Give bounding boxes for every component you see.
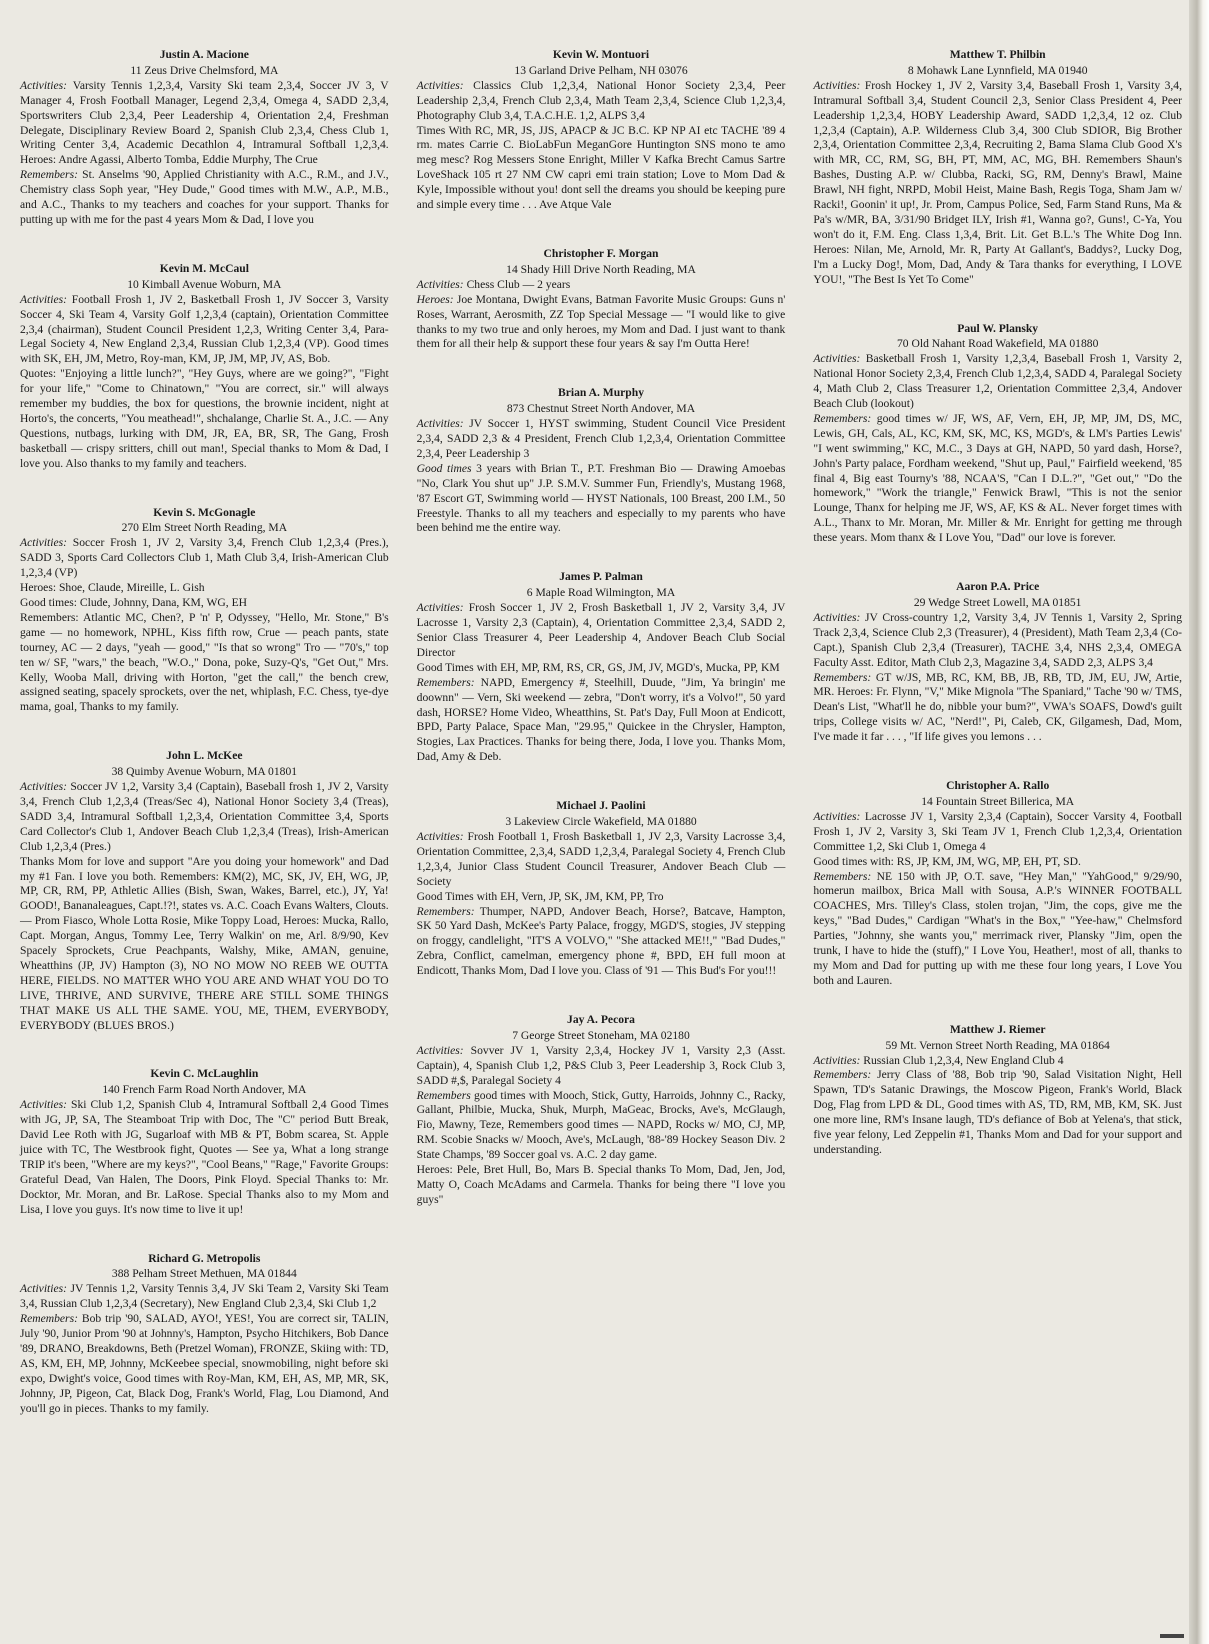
section-label: Activities:	[416, 277, 464, 291]
entry-paragraph	[20, 581, 389, 596]
senior-entry	[20, 48, 389, 228]
section-label: Activities:	[20, 780, 67, 794]
student-name: John L. McKee	[166, 749, 243, 763]
section-label: Activities:	[813, 610, 861, 624]
section-text: NAPD, Emergency #, Steelhill, Duude, "Jim, Ya bringin' me doownn" — Vern, Ski weekend — zebra, "Don't worry, it's a Volvo!", 50 yard dash, HORSE? Home Video, Wheatthins, St. Pat's Day, Full Moon at Endicott, BPD, Party Palace, Space Man, "29.95," Quickee in the Chrysler, Hampton, Stogies, Lax Practices. Thanks for being there, Joda, I love you. Thanks Mom, Dad, Amy & Deb.	[416, 675, 786, 764]
senior-entry	[417, 1013, 786, 1208]
entry-paragraph	[813, 1068, 1182, 1157]
section-text: NE 150 with JP, O.T. save, "Hey Man," "YahGood," 9/29/90, homerun mailbox, Brica Mall with Sousa, A.P.'s WINNER FOOTBALL COACHES, Mrs. Tilley's Class, stolen trojan, "Jim, the cops, give me the keys," "Bad Dudes," Cardigan "What's in the Box," "Yee-haw," Chelmsford Parties, "Johnny, she wants you," merrimack river, Plansky "Jim, open the trunk, I have to hide the (stuff)," I Love You, Heather!, most of all, thanks to my Mom and Dad for putting up with me these four long years, I Love You both and Lauren.	[813, 869, 1183, 987]
section-text: Good times with: RS, JP, KM, JM, WG, MP, EH, PT, SD.	[813, 854, 1081, 868]
section-label: Activities:	[416, 1043, 464, 1057]
section-text: Varsity Tennis 1,2,3,4, Varsity Ski team 2,3,4, Soccer JV 3, V Manager 4, Frosh Football Manager, Legend 2,3,4, Omega 4, SADD 2,3,4, Sportswriters Club 2,3,4, Peer Leadership 4, Orientation 2,4, Freshman Delegate, Disciplinary Review Board 2, Spanish Club 2,3,4, Chess Club 1, Writing Center 3,4, Academic Decathlon 4, Intramural Softball 1,2,3,4. Heroes: Andre Agassi, Alberto Tomba, Eddie Murphy, The Crue	[20, 78, 389, 167]
section-text: Soccer JV 1,2, Varsity 3,4 (Captain), Baseball frosh 1, JV 2, Varsity 3,4, French Club 1,2,3,4 (Treas/Sec 4), National Honor Society 3,4 (Treas), SADD 3,4, Intramural Softball 1,2,3,4, Orientation Committee 3,4, Sports Card Collector's Club 1, Andover Beach Club 1,2,3,4 (Treas), Irish-American Club 1,2,3,4 (Pres.)	[20, 780, 389, 853]
entry-paragraph	[417, 601, 786, 661]
section-label: Remembers:	[813, 869, 872, 883]
section-label: Remembers:	[20, 168, 78, 182]
section-label: Activities:	[416, 78, 464, 92]
section-text: good times with Mooch, Stick, Gutty, Harroids, Johnny C., Racky, Gallant, Philbie, Mucka, Shuk, Murph, MaGeac, Brocks, Ave's, McGlaugh, Fio, Mawny, Teze, Remembers good times — NAPD, Rocks w/ MO, CJ, MP, RM. Scobie Snacks w/ Mooch, Ave's, McLaugh, '88-'89 Hockey Season Div. 2 State Champs, '89 Soccer goal vs. A.C. 2 day game.	[416, 1088, 786, 1162]
student-name: Kevin M. McCaul	[159, 261, 249, 275]
section-label: Remembers:	[416, 675, 475, 689]
student-name: Brian A. Murphy	[558, 386, 645, 400]
entry-paragraph	[20, 855, 389, 1034]
section-text: Thanks Mom for love and support "Are you doing your homework" and Dad my #1 Fan. I love you both. Remembers: KM(2), MC, SK, JV, EH, WG, JP, MP, CR, RM, PP, Athletic Allies (Bish, Swan, Wakes, Barrel, etc.), JY, Ya! GOOD!, Bananaleagues, Capt.!?!, states vs. A.C. Coach Evans Walters, Clouts. — Prom Fiasco, Whole Lotta Rosie, Mike Toppy Load, Heroes: Mucka, Rallo, Capt. Morgan, Angus, Tommy Lee, Terry Walkin' on me, Arl. 8/9/90, Kev Spacely Sprockets, Crue Peachpants, Walshy, Mike, AMAN, genuine, Wheatthins (JP, JV) Hampton (3), NO NO MOW NO REEB WE OUTTA HERE, FIELDS. NO MATTER WHO YOU ARE AND WHAT YOU DO TO LIVE, THRIVE, AND SURVIVE, THERE ARE STILL SOME THINGS THAT MAKE US ALL THE SAME. YOU, ME, THEM, EVERYBODY, EVERYBODY (BLUES BROS.)	[20, 854, 389, 1032]
entry-paragraph	[20, 1098, 389, 1217]
section-text: Good times: Clude, Johnny, Dana, KM, WG, EH	[20, 596, 248, 609]
student-name: Matthew T. Philbin	[949, 48, 1046, 61]
entry-paragraph	[417, 1163, 786, 1208]
section-text: JV Soccer 1, HYST swimming, Student Council Vice President 2,3,4, SADD 2,3 & 4 President, French Club 1,2,3,4, Orientation Committee 2,3,4, Peer Leadership 3	[416, 417, 786, 460]
entry-paragraph	[417, 676, 786, 765]
section-text: Remembers: Atlantic MC, Chen?, P 'n' P, Odyssey, "Hello, Mr. Stone," B's game — no homework, NPHL, Kiss fifth row, Crue — peach pants, state tourney, AC — 2 days, "yeah — good," "Is that so wrong" Tro — "70's," top ten w/ SF, "wars," the beach, "W.O.," Dona, poke, Suzy-Q's, "Get Out," Mrs. Kelly, Wooba Mall, driving with Horton, "get the call," the bench crew, assigned seating, spacely sprockets, over the net, whiplash, F.C. Chess, tye-dye mama, goal, Thanks to my family.	[20, 610, 389, 714]
section-text: Good Times with EH, MP, RM, RS, CR, GS, JM, JV, MGD's, Mucka, PP, KM	[416, 660, 780, 674]
entry-paragraph	[813, 1054, 1182, 1069]
senior-entry	[417, 386, 786, 536]
section-text: Ski Club 1,2, Spanish Club 4, Intramural Softball 2,4 Good Times with JG, JP, SA, The Steamboat Trip with Doc, The "C" period Butt Break, David Lee Roth with JG, Sugarloaf with MB & PT, Bobm scarea, St. Apple juice with TC, The Westbrook fight, Quotes — See ya, What a long strange TRIP it's been, "Where are my keys?", "Cool Beans," "Rage," Favorite Groups: Grateful Dead, Van Halen, The Doors, Pink Floyd. Special Thanks to: Mr. Docktor, Mr. Moran, and Br. LaRose. Special Thanks also to my Mom and Lisa, I love you guys. It's now time to live it up!	[20, 1098, 389, 1216]
section-text: Sovver JV 1, Varsity 2,3,4, Hockey JV 1, Varsity 2,3 (Asst. Captain), 4, Spanish Club 1,2, P&S Club 3, Peer Leadership 3, Rock Club 3, SADD #,$, Paralegal Society 4	[416, 1043, 786, 1087]
section-text: Good Times with EH, Vern, JP, SK, JM, KM, PP, Tro	[416, 889, 664, 903]
page-corner-mark	[1160, 1634, 1184, 1638]
student-address: 14 Shady Hill Drive North Reading, MA	[506, 262, 696, 276]
section-label: Activities:	[813, 809, 861, 823]
column-right	[813, 48, 1182, 1628]
entry-paragraph	[417, 79, 786, 124]
entry-paragraph	[417, 830, 786, 890]
student-name: Richard G. Metropolis	[148, 1251, 261, 1265]
section-text: St. Anselms '90, Applied Christianity with A.C., R.M., and J.V., Chemistry class Soph year, "Hey Dude," Good times with M.W., A.P., M.B., and A.C., Thanks to my teachers and coaches for your support. Thanks for putting up with me for the past 4 years Mom & Dad, I love you	[20, 168, 389, 226]
section-text: Times With RC, MR, JS, JJS, APACP & JC B.C. KP NP AI etc TACHE '89 4 rm. mates Carrie C. BioLabFun MeganGore Huntington SNS mono te amo meg mesc? Rog Messers Stone Enright, Miller V Kafka Brecht Camus Sartre LoveShack 105 rt 27 NM CW capri emi train station; Love to Mom Dad & Kyle, Impossible without you! dont sell the dreams you should be keeping pure and simple every time . . . Ave Atque Vale	[416, 123, 786, 212]
section-label: Remembers:	[813, 670, 872, 684]
page-binding-edge	[1189, 0, 1209, 1644]
student-address: 70 Old Nahant Road Wakefield, MA 01880	[896, 337, 1099, 351]
student-name: Kevin W. Montuori	[552, 48, 650, 61]
yearbook-page	[20, 48, 1182, 1628]
student-address: 873 Chestnut Street North Andover, MA	[506, 402, 696, 416]
entry-paragraph	[20, 168, 389, 228]
section-label: Activities:	[416, 601, 464, 615]
student-address: 38 Quimby Avenue Woburn, MA 01801	[111, 765, 298, 779]
entry-paragraph	[20, 1312, 389, 1416]
section-text: Soccer Frosh 1, JV 2, Varsity 3,4, French Club 1,2,3,4 (Pres.), SADD 3, Sports Card Collectors Club 1, Math Club 3,4, Irish-American Club 1,2,3,4 (VP)	[20, 536, 389, 580]
student-address: 3 Lakeview Circle Wakefield, MA 01880	[505, 815, 697, 829]
section-label: Activities:	[813, 1053, 861, 1067]
senior-entry	[20, 506, 389, 716]
student-address: 140 French Farm Road North Andover, MA	[102, 1083, 307, 1097]
section-label: Remembers:	[813, 1068, 872, 1082]
entry-paragraph	[20, 79, 389, 168]
section-label: Activities:	[813, 78, 861, 92]
section-label: Activities:	[20, 1282, 67, 1296]
section-text: Classics Club 1,2,3,4, National Honor Society 2,3,4, Peer Leadership 2,3,4, French Club 2,3,4, Math Team 2,3,4, Science Club 1,2,3,4, Photography Club 3,4, T.A.C.H.E. 1,2, ALPS 3,4	[416, 78, 786, 122]
entry-paragraph	[20, 536, 389, 581]
senior-entry	[813, 580, 1182, 745]
section-label: Activities:	[20, 292, 67, 306]
entry-paragraph	[813, 352, 1182, 412]
section-text: Lacrosse JV 1, Varsity 2,3,4 (Captain), Soccer Varsity 4, Football Frosh 1, JV 2, Varsity 3, Ski Team JV 1, French Club 1,2,3,4, Orientation Committee 1,2, Ski Club 1, Omega 4	[813, 809, 1183, 853]
entry-paragraph	[813, 671, 1182, 746]
section-label: Activities:	[813, 352, 861, 366]
student-address: 10 Kimball Avenue Woburn, MA	[127, 277, 282, 291]
section-text: Heroes: Shoe, Claude, Mireille, L. Gish	[20, 581, 205, 595]
student-name: Kevin C. McLaughlin	[150, 1067, 259, 1081]
student-name: James P. Palman	[559, 570, 643, 584]
section-text: Thumper, NAPD, Andover Beach, Horse?, Batcave, Hampton, SK 50 Yard Dash, McKee's Party Palace, froggy, MGD'S, stogies, JV stepping on froggy, candlelight, "IT'S A VOLVO," "She attacked ME!!," "Bad Dudes," Zebra, Conflict, camelman, emergency phone #, BPD, EH full moon at Endicott, Thanks Mom, Dad I love you. Class of '91 — This Bud's For you!!!	[416, 904, 786, 978]
section-text: good times w/ JF, WS, AF, Vern, EH, JP, MP, JM, DS, MC, Lewis, GH, Cals, AL, KC, KM, SK, MC, KS, MGD's, & LM's Parties Lewis' "I went swimming," KC, M.C., 3 Days at GH, NAPD, 50 yard dash, Horse?, John's Party palace, Fordham weekend, "Shut up, Paul," Fairfield weekend, '85 final 4, Big east Tourny's '88, NCAA'S, "Can I D.L.?", "Get out," "Do the homework," "Work the triangle," Fenwick Brawl, "This is not the senior Lounge, Thanx for helping me JF, WS, AF, KS & AL. Never forget times with A.L., Thanx to Mr. Moran, Mr. Miller & Mr. Enright for getting me through these years. Mom thanx & I Love You, "Dad" our love is forever.	[813, 411, 1183, 545]
section-text: JV Cross-country 1,2, Varsity 3,4, JV Tennis 1, Varsity 2, Spring Track 2,3,4, Science Club 2,3 (Treasurer), 4 (President), Math Team 2,3,4 (Co-Capt.), Spanish Club 2,3,4 (Treasurer), TACHE 3,4, NHS 2,3,4, OMEGA Faculty Asst. Editor, Math Club 2,3, Magazine 3,4, SADD 2,3, ALPS 3,4	[813, 610, 1183, 669]
section-text: Frosh Soccer 1, JV 2, Frosh Basketball 1, JV 2, Varsity 3,4, JV Lacrosse 1, Varsity 2,3 (Captain), 4, Orientation Committee 2,3,4, SADD 2, Senior Class Treasurer 4, Peer Leadership 4, Andover Beach Club Social Director	[416, 601, 786, 659]
senior-entry	[417, 799, 786, 979]
section-label: Heroes:	[416, 292, 454, 306]
entry-paragraph	[417, 1089, 786, 1164]
entry-paragraph	[417, 1044, 786, 1089]
student-address: 7 George Street Stoneham, MA 02180	[512, 1028, 690, 1042]
section-text: 3 years with Brian T., P.T. Freshman Bio — Drawing Amoebas "No, Clark You shut up" J.P. S.M.V. Summer Fun, Friendly's, Mustang 1968, '87 Escort GT, Swimming world — HYST Nationals, 100 Breast, 200 I.M., 50 Freestyle. Thanks to all my teachers and especially to my parents who have been behind me the entire way.	[416, 461, 786, 535]
senior-entry	[20, 749, 389, 1033]
section-text: Football Frosh 1, JV 2, Basketball Frosh 1, JV Soccer 3, Varsity Soccer 4, Ski Team 4, Varsity Golf 1,2,3,4 (captain), Orientation Committee 2,3,4 (chairman), Student Council President 1,2,3, Writing Center 3,4, Para-Legal Society 4, New England 2,3,4, Russian Club 1,2,3,4 (VP). Good times with SK, EH, JM, Metro, Roy-man, KM, JP, JM, MP, JV, AS, Bob.	[20, 292, 389, 366]
student-name: Justin A. Macione	[159, 48, 249, 61]
section-text: Jerry Class of '88, Bob trip '90, Salad Visitation Night, Hell Spawn, TD's Satanic Drawings, the Moscow Pigeon, Frank's World, Black Dog, Flag from LPD & DL, Good times with AS, TD, RM, MB, KM, SK. Just one more line, RM's Insane laugh, TD's defiance of Bob at Yelena's, that stick, five year felony, Led Zeppelin #1, Thanks Mom and Dad for your support and understanding.	[813, 1068, 1183, 1156]
senior-entry	[813, 1023, 1182, 1158]
entry-paragraph	[417, 124, 786, 213]
senior-entry	[813, 779, 1182, 989]
section-text: Frosh Hockey 1, JV 2, Varsity 3,4, Baseball Frosh 1, Varsity 3,4, Intramural Softball 3,4, Student Council 2,3, Senior Class President 4, Peer Leadership 1,2,3,4, HOBY Leadership Award, SADD 1,2,3,4, 12 oz. Club 1,2,3,4 (Captain), A.P. Wilderness Club 3,4, 300 Club SDIOR, Big Brother 2,3,4, Orientation Committee 2,3,4, Recruiting 2, Bama Slama Club Good X's with MR, CC, RM, SG, BH, PT, MM, AC, MG, BH. Remembers Shaun's Bashes, Dusting A.P. w/ Clubba, Racki, SG, RM, Denny's Brawl, Maine Brawl, NH fight, NRPD, Mobil Heist, Maine Bash, Regis Toga, Sham Jam w/ Racki!, Goonin' it up!, Jr. Prom, Campus Police, Sed, Farm Stand Runs, Ma & Pa's w/MR, BA, 3/31/90 Bridget ILY, Irish #1, Wanna go?, Guns!, C-Ya, You won't do it, F.M. Eng. Class 1,3,4, Brit. Lit. Get B.L.'s The White Dog Inn. Heroes: Nilan, Me, Arnold, Mr. R, Party At Gallant's, Baddys?, Lucky Dog, I'm a Lucky Dog!, Mom, Dad, Andy & Tara thanks for everything, I LOVE YOU!, "The Best Is Yet To Come"	[813, 78, 1183, 286]
entry-paragraph	[20, 1282, 389, 1312]
entry-paragraph	[813, 611, 1182, 671]
senior-entry	[813, 48, 1182, 288]
student-name: Paul W. Plansky	[957, 321, 1039, 335]
section-text: Quotes: "Enjoying a little lunch?", "Hey Guys, where are we going?", "Fight for your life," "Come to Chinatown," "You are correct, sir." will always remember my buddies, the box for questions, the brownie incident, night at Horto's, the concerts, "You meathead!", shchalange, Charlie St. A., J.C. — Any Questions, nutbags, lurking with DM, JR, EA, BR, SR, The Gang, Frosh basketball — crispy sritters, chill out man!, Special thanks to Mom & Dad, I love you. Also thanks to my family and teachers.	[20, 367, 389, 470]
entry-paragraph	[417, 890, 786, 905]
entry-paragraph	[20, 611, 389, 715]
section-label: Remembers:	[813, 411, 872, 425]
section-label: Activities:	[416, 417, 464, 431]
senior-entry	[417, 48, 786, 213]
section-text: Russian Club 1,2,3,4, New England Club 4	[860, 1053, 1064, 1067]
entry-paragraph	[20, 596, 389, 611]
section-label: Remembers:	[20, 1312, 78, 1326]
section-text: Joe Montana, Dwight Evans, Batman Favorite Music Groups: Guns n' Roses, Warrant, Aerosmith, ZZ Top Special Message — "I would like to give thanks to my two true and only heroes, my Mom and Dad. I just want to thank them for all their help & support these four years & say I'm Outta Here!	[416, 292, 786, 351]
student-name: Matthew J. Riemer	[949, 1022, 1046, 1036]
entry-paragraph	[20, 367, 389, 471]
section-label: Activities:	[416, 829, 464, 843]
entry-paragraph	[813, 855, 1182, 870]
section-text: Bob trip '90, SALAD, AYO!, YES!, You are correct sir, TALIN, July '90, Junior Prom '90 at Johnny's, Hampton, Psycho Hitchikers, Bob Dance '89, DRANO, Breakdowns, Beth (Pretzel Woman), FRONZE, Skiing with: TD, AS, KM, EH, MP, Johnny, McKeebee special, snowmobiling, night before ski expo, Dwight's voice, Good times with Roy-Man, KM, EH, AS, MP, MR, SK, Johnny, JP, Pigeon, Cat, Black Dog, Frank's World, Flag, Lou Diamond, And you'll go in pieces. Thanks to my family.	[20, 1312, 389, 1415]
senior-entry	[417, 247, 786, 352]
senior-entry	[813, 322, 1182, 547]
section-label: Good times	[416, 461, 472, 475]
section-text: Frosh Football 1, Frosh Basketball 1, JV 2,3, Varsity Lacrosse 3,4, Orientation Committee, 2,3,4, SADD 1,2,3,4, Paralegal Society 4, French Club 1,2,3,4, Junior Class Student Council Treasurer, Andover Beach Club — Society	[416, 829, 786, 888]
entry-paragraph	[417, 462, 786, 537]
student-address: 59 Mt. Vernon Street North Reading, MA 01864	[885, 1038, 1110, 1052]
entry-paragraph	[813, 810, 1182, 855]
column-middle	[417, 48, 786, 1628]
section-label: Activities:	[20, 536, 67, 550]
student-name: Kevin S. McGonagle	[153, 505, 256, 519]
student-address: 270 Elm Street North Reading, MA	[121, 521, 288, 535]
section-label: Remembers	[416, 1088, 471, 1102]
entry-paragraph	[417, 417, 786, 462]
entry-paragraph	[417, 905, 786, 980]
student-address: 29 Wedge Street Lowell, MA 01851	[913, 596, 1082, 609]
student-address: 11 Zeus Drive Chelmsford, MA	[130, 63, 279, 77]
student-address: 13 Garland Drive Pelham, NH 03076	[514, 63, 688, 77]
section-text: GT w/JS, MB, RC, KM, BB, JB, RB, TD, JM, EU, JW, Artie, MR. Heroes: Fr. Flynn, "V," Mike Mignola "The Spaniard," Tache '90 w/ TMS, Dean's List, "What'll he do, nibble your bum?", VWA's SOAFS, Dowd's guilt trips, College visits w/ AC, "Nerd!", Pi, Caleb, CK, Gilgamesh, Dad, Mom, I've made it far . . . , "If life gives you lemons . . .	[813, 670, 1183, 744]
section-text: Chess Club — 2 years	[463, 277, 571, 291]
student-name: Michael J. Paolini	[556, 799, 646, 813]
student-name: Christopher A. Rallo	[946, 779, 1050, 793]
section-text: JV Tennis 1,2, Varsity Tennis 3,4, JV Ski Team 2, Varsity Ski Team 3,4, Russian Club 1,2,3,4 (Secretary), New England Club 2,3,4, Ski Club 1,2	[20, 1282, 389, 1311]
senior-entry	[20, 262, 389, 472]
column-left	[20, 48, 389, 1628]
entry-paragraph	[813, 870, 1182, 989]
section-text: Heroes: Pele, Bret Hull, Bo, Mars B. Special thanks To Mom, Dad, Jen, Jod, Matty O, Coach McAdams and Carmela. Thanks for being there "I love you guys"	[416, 1163, 786, 1206]
section-text: Basketball Frosh 1, Varsity 1,2,3,4, Baseball Frosh 1, Varsity 2, National Honor Society 2,3,4, French Club 1,2,3,4, SADD 4, Paralegal Society 4, Math Club 2, Class Treasurer 1,2, Orientation Committee 2,3,4, Andover Beach Club (lookout)	[813, 352, 1183, 411]
section-label: Activities:	[20, 78, 67, 92]
entry-paragraph	[417, 293, 786, 353]
student-address: 388 Pelham Street Methuen, MA 01844	[111, 1267, 297, 1281]
entry-paragraph	[813, 79, 1182, 288]
entry-paragraph	[20, 293, 389, 368]
student-name: Jay A. Pecora	[567, 1013, 635, 1027]
student-address: 6 Maple Road Wilmington, MA	[526, 586, 676, 600]
student-name: Christopher F. Morgan	[543, 246, 659, 260]
entry-paragraph	[417, 278, 786, 293]
student-address: 14 Fountain Street Billerica, MA	[921, 794, 1075, 808]
section-label: Remembers:	[416, 904, 475, 918]
entry-paragraph	[813, 412, 1182, 546]
section-label: Activities:	[20, 1098, 67, 1112]
senior-entry	[20, 1252, 389, 1417]
student-name: Aaron P.A. Price	[956, 580, 1040, 594]
student-address: 8 Mohawk Lane Lynnfield, MA 01940	[907, 63, 1088, 77]
senior-entry	[417, 570, 786, 765]
entry-paragraph	[417, 661, 786, 676]
entry-paragraph	[20, 780, 389, 855]
senior-entry	[20, 1067, 389, 1217]
